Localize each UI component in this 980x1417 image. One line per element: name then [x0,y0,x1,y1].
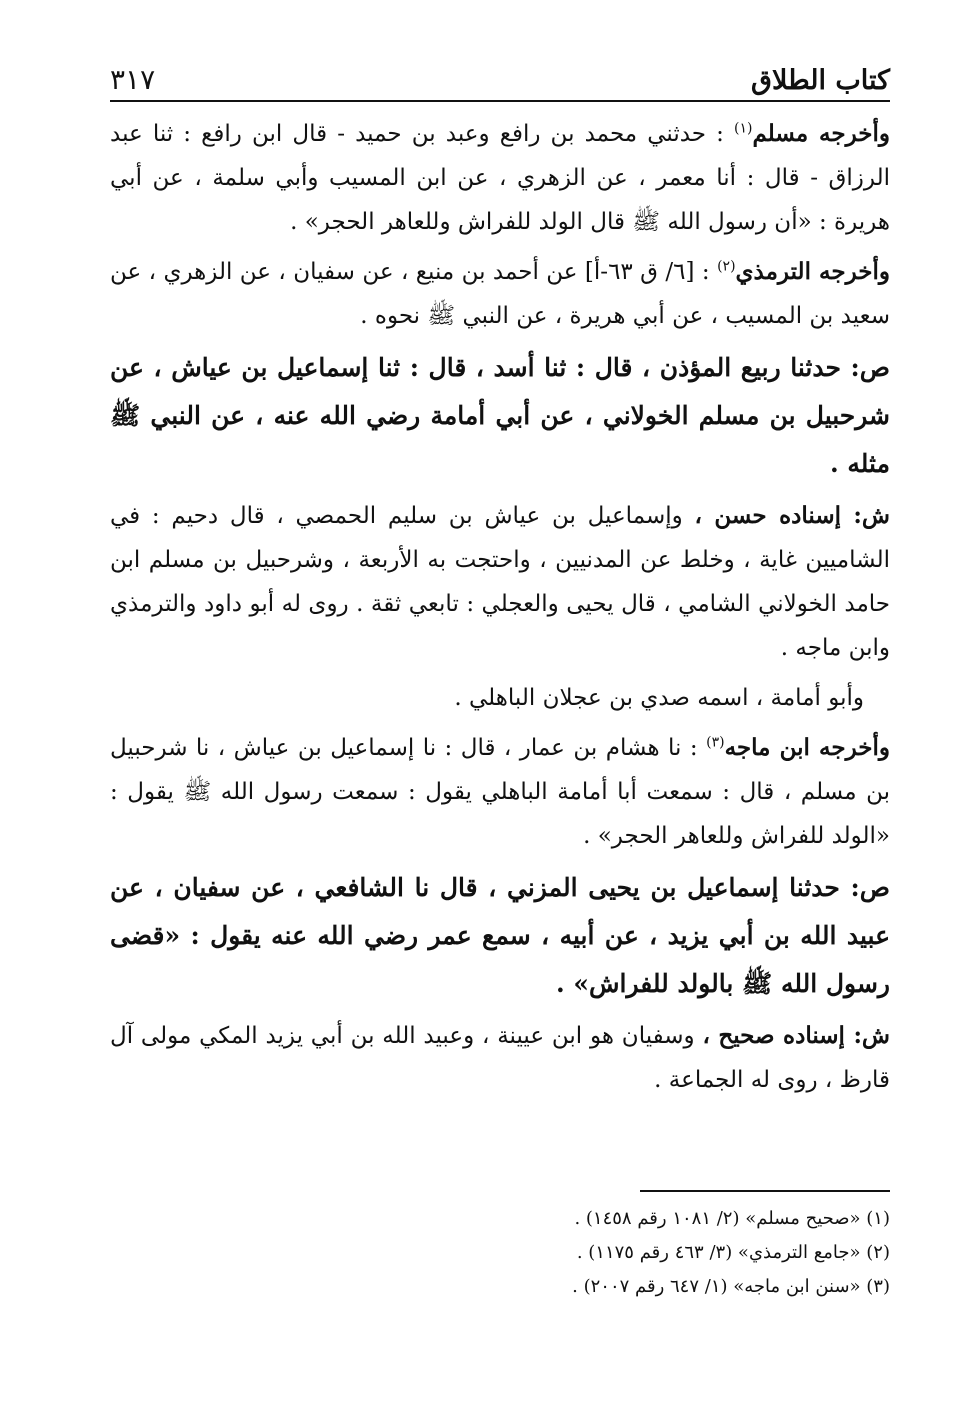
paragraph-text: : نا هشام بن عمار ، قال : نا إسماعيل بن عياش ، نا شرحبيل بن مسلم ، قال : سمعت أبا أمامة الباهلي يقول : سمعت رسول الله ﷺ يقول : «الولد للفراش وللعاهر الحجر» . [110,735,890,849]
footnote-2: (٢) «جامع الترمذي» (٣/ ٤٦٣ رقم ١١٧٥) . [576,1242,890,1263]
hadith-text-2: ص: حدثنا إسماعيل بن يحيى المزني ، قال نا الشافعي ، عن سفيان ، عن عبيد الله بن أبي يزيد ، عن أبيه ، سمع عمر رضي الله عنه يقول : «قضى رسول الله ﷺ بالولد للفراش» . [110,873,890,998]
paragraph-lead: وأخرجه الترمذي [735,258,891,285]
paragraph-lead: وأخرجه مسلم [752,120,890,147]
paragraph-text: : [٦/ ق ٦٣-أ] عن أحمد بن منيع ، عن سفيان ، عن الزهري ، عن سعيد بن المسيب ، عن أبي هريرة ، عن النبي ﷺ نحوه . [110,259,890,329]
book-page [110,40,890,1380]
chapter-title: كتاب الطلاق [751,65,890,96]
footnote-ref: (١) [734,120,753,137]
footnote-ref: (٣) [706,734,725,751]
paragraph-muslim [110,112,890,244]
footnote-divider [640,1190,890,1192]
paragraph-text: وسفيان هو ابن عيينة ، وعبيد الله بن أبي يزيد المكي مولى آل قارظ ، روى له الجماعة . [110,1023,890,1093]
footnote-ref: (٢) [717,258,736,275]
paragraph-tirmidhi [110,250,890,338]
footnotes [110,1190,890,1304]
paragraph-ibn-majah [110,726,890,858]
paragraph-lead: وأخرجه ابن ماجه [724,734,891,761]
paragraph-text: وإسماعيل بن عياش بن سليم الحمصي ، قال دحيم : في الشاميين غاية ، وخلط عن المدنيين ، واحتجت به الأربعة ، وشرحبيل بن مسلم ابن حامد الخولاني الشامي ، قال يحيى والعجلي : تابعي ثقة . روى له أبو داود والترمذي وابن ماجه . [110,503,890,661]
paragraph-commentary-1 [110,494,890,670]
page-header [110,40,890,102]
footnote-3: (٣) «سنن ابن ماجه» (١/ ٦٤٧ رقم ٢٠٠٧) . [572,1276,890,1297]
main-text [110,112,890,1102]
paragraph-text: : حدثني محمد بن رافع وعبد بن حميد - قال ابن رافع : ثنا عبد الرزاق - قال : أنا معمر ، عن الزهري ، عن ابن المسيب وأبي سلمة ، عن أبي هريرة : «أن رسول الله ﷺ قال الولد للفراش وللعاهر الحجر» . [110,121,890,235]
paragraph-commentary-2 [110,1014,890,1102]
paragraph-lead: ش: إسناده صحيح ، [702,1022,891,1049]
hadith-text-1: ص: حدثنا ربيع المؤذن ، قال : ثنا أسد ، قال : ثنا إسماعيل بن عياش ، عن شرحبيل بن مسلم الخولاني ، عن أبي أمامة رضي الله عنه ، عن النبي ﷺ مثله . [110,353,890,478]
footnote-1: (١) «صحيح مسلم» (٢/ ١٠٨١ رقم ١٤٥٨) . [574,1208,890,1229]
paragraph-lead: ش: إسناده حسن ، [694,502,890,529]
page-number: ٣١٧ [110,63,156,96]
paragraph-abu-umama: وأبو أمامة ، اسمه صدي بن عجلان الباهلي . [454,685,864,711]
